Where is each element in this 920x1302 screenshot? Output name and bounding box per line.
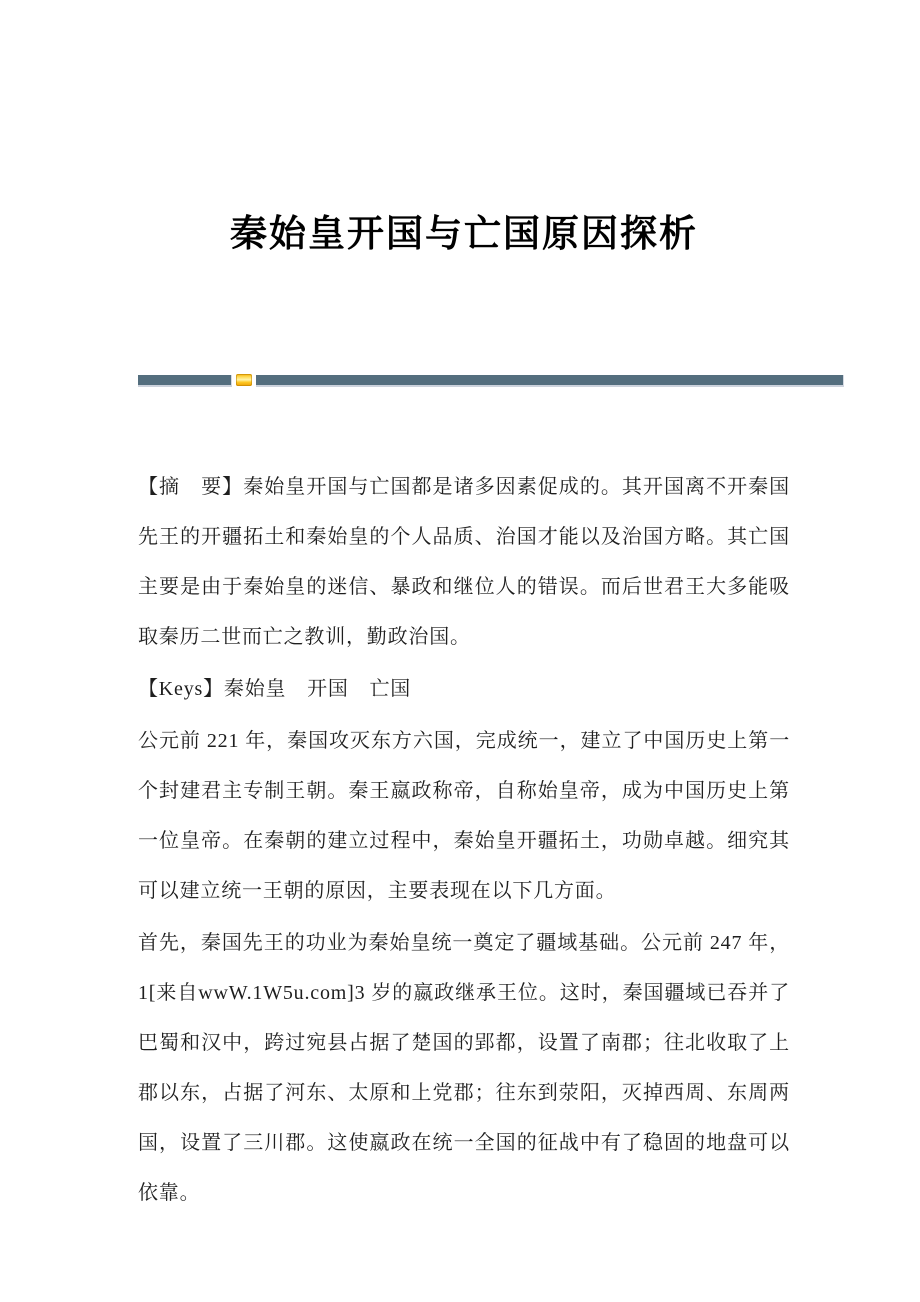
gold-bar-icon [236, 374, 252, 386]
paragraph-abstract: 【摘 要】秦始皇开国与亡国都是诸多因素促成的。其开国离不开秦国先王的开疆拓土和秦始皇的个人品质、治国才能以及治国方略。其亡国主要是由于秦始皇的迷信、暴政和继位人的错误。而后世君王大多能吸取秦历二世而亡之教训，勤政治国。 [138, 476, 790, 648]
paragraph-body-1: 首先，秦国先王的功业为秦始皇统一奠定了疆域基础。公元前 247 年，1[来自wwW.1W5u.com]3 岁的嬴政继承王位。这时，秦国疆域已吞并了巴蜀和汉中，跨过宛县占据了楚国的郢都，设置了南郡；往北收取了上郡以东，占据了河东、太原和上党郡；往东到荥阳，灭掉西周、东周两国，设置了三川郡。这使嬴政在统一全国的征战中有了稳固的地盘可以依靠。 [138, 932, 790, 1204]
paragraph-keywords: 【Keys】秦始皇 开国 亡国 [138, 678, 412, 700]
paragraph-intro: 公元前 221 年，秦国攻灭东方六国，完成统一，建立了中国历史上第一个封建君主专制王朝。秦王嬴政称帝，自称始皇帝，成为中国历史上第一位皇帝。在秦朝的建立过程中，秦始皇开疆拓土，功勋卓越。细究其可以建立统一王朝的原因，主要表现在以下几方面。 [138, 730, 790, 902]
document-body [138, 462, 790, 1218]
document-title: 秦始皇开国与亡国原因探析 [230, 214, 698, 255]
divider-bar-right [256, 375, 844, 387]
divider-bar-left [138, 375, 232, 387]
section-divider [138, 374, 844, 388]
